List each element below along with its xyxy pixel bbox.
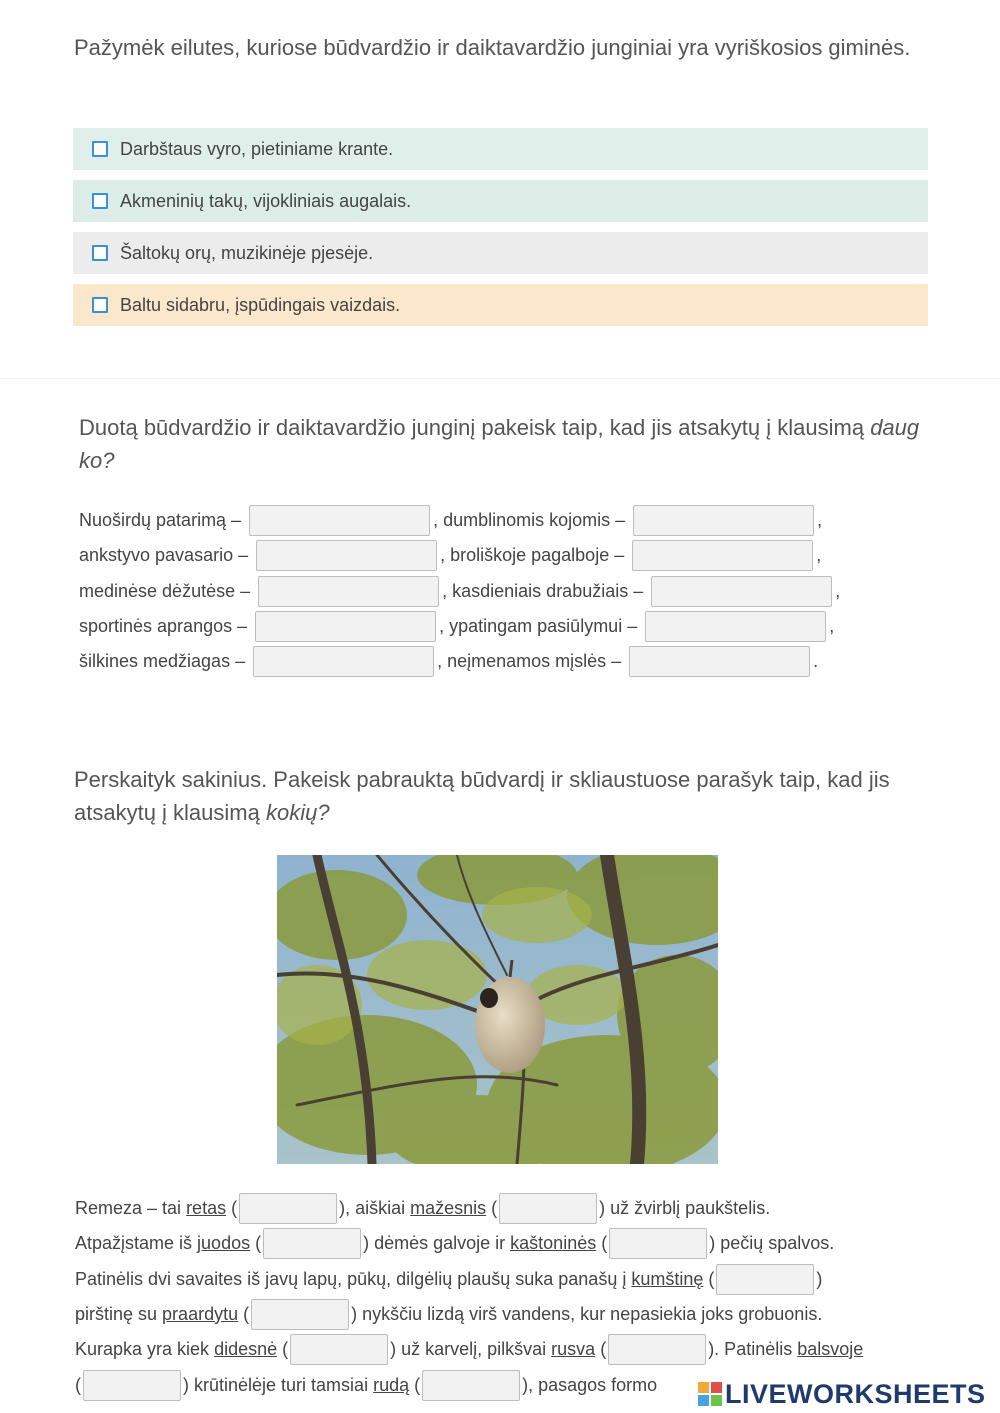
answer-input[interactable]: [256, 540, 437, 571]
option-row[interactable]: [73, 128, 928, 170]
phrase-mid: , kasdieniais drabužiais –: [442, 580, 644, 601]
answer-input[interactable]: [239, 1193, 337, 1224]
underlined-adjective: kumštinę: [631, 1268, 704, 1289]
row-end: ,: [829, 615, 835, 636]
answer-input[interactable]: [263, 1228, 361, 1259]
text: (: [226, 1197, 238, 1218]
option-row[interactable]: [73, 284, 928, 326]
phrase-left: šilkines medžiagas –: [79, 650, 246, 671]
text: Patinėlis dvi savaites iš javų lapų, pūkų, dilgėlių plaušų suka panašų į: [75, 1268, 632, 1289]
answer-input[interactable]: [83, 1370, 181, 1401]
text: pirštinę su: [75, 1303, 163, 1324]
phrase-left: ankstyvo pavasario –: [79, 544, 249, 565]
text: ): [816, 1268, 823, 1289]
answer-input[interactable]: [716, 1264, 814, 1295]
text: ) krūtinėlėje turi tamsiai: [183, 1374, 374, 1395]
sentence-row: [75, 1262, 822, 1296]
checkbox[interactable]: [92, 141, 108, 157]
option-row[interactable]: [73, 180, 928, 222]
text: ) dėmės galvoje ir: [363, 1232, 511, 1253]
fill-row: [79, 574, 840, 608]
answer-input[interactable]: [422, 1370, 520, 1401]
liveworksheets-logo-icon: [698, 1382, 722, 1406]
answer-input[interactable]: [651, 576, 832, 607]
answer-input[interactable]: [258, 576, 439, 607]
section-divider: [0, 378, 1000, 379]
answer-input[interactable]: [632, 540, 813, 571]
text: (: [703, 1268, 715, 1289]
sentence-row: [75, 1191, 770, 1225]
instruction-3-text: Perskaityk sakinius. Pakeisk pabrauktą būdvardį ir skliaustuose parašyk taip, kad jis atsakytų į klausimą: [74, 767, 890, 825]
sentence-row: [75, 1332, 863, 1366]
row-end: .: [813, 650, 819, 671]
phrase-left: sportinės aprangos –: [79, 615, 248, 636]
instruction-2: [79, 411, 939, 477]
checkbox[interactable]: [92, 193, 108, 209]
answer-input[interactable]: [290, 1334, 388, 1365]
underlined-adjective: balsvoje: [797, 1338, 864, 1359]
checkbox[interactable]: [92, 245, 108, 261]
option-label: Akmeninių takų, vijokliniais augalais.: [120, 190, 412, 211]
answer-input[interactable]: [499, 1193, 597, 1224]
section-1: [0, 0, 1000, 378]
text: ) pečių spalvos.: [709, 1232, 835, 1253]
underlined-adjective: retas: [186, 1197, 227, 1218]
answer-input[interactable]: [629, 646, 810, 677]
option-label: Baltu sidabru, įspūdingais vaizdais.: [120, 294, 401, 315]
text: ) nykščiu lizdą virš vandens, kur nepasiekia joks grobuonis.: [351, 1303, 823, 1324]
sentence-row: [75, 1297, 822, 1331]
text: Remeza – tai: [75, 1197, 187, 1218]
instruction-2-text: Duotą būdvardžio ir daiktavardžio junginį pakeisk taip, kad jis atsakytų į klausimą: [79, 415, 865, 440]
text: Atpažįstame iš: [75, 1232, 198, 1253]
row-end: ,: [816, 544, 822, 565]
logo-text: LIVEWORKSHEETS: [725, 1378, 986, 1409]
answer-input[interactable]: [253, 646, 434, 677]
answer-input[interactable]: [633, 505, 814, 536]
underlined-adjective: juodos: [197, 1232, 251, 1253]
phrase-left: medinėse dėžutėse –: [79, 580, 251, 601]
instruction-1: Pažymėk eilutes, kuriose būdvardžio ir daiktavardžio junginiai yra vyriškosios giminės.: [74, 35, 911, 60]
text: ) už žvirblį paukštelis.: [599, 1197, 771, 1218]
underlined-adjective: rusva: [551, 1338, 596, 1359]
text: ) už karvelį, pilkšvai: [390, 1338, 552, 1359]
checkbox[interactable]: [92, 297, 108, 313]
text: Kurapka yra kiek: [75, 1338, 215, 1359]
text: (: [596, 1232, 608, 1253]
row-end: ,: [835, 580, 841, 601]
nest-in-tree-image: [277, 855, 718, 1164]
answer-input[interactable]: [255, 611, 436, 642]
text: ), aiškiai: [339, 1197, 411, 1218]
fill-row: [79, 538, 821, 572]
liveworksheets-logo: [698, 1378, 986, 1410]
fill-row: [79, 644, 818, 678]
underlined-adjective: praardytu: [162, 1303, 239, 1324]
fill-row: [79, 503, 822, 537]
phrase-mid: , neįmenamos mįslės –: [437, 650, 622, 671]
text: (: [250, 1232, 262, 1253]
phrase-mid: , ypatingam pasiūlymui –: [439, 615, 638, 636]
underlined-adjective: mažesnis: [410, 1197, 487, 1218]
text: (: [238, 1303, 250, 1324]
text: ), pasagos formo: [522, 1374, 658, 1395]
instruction-3-question: kokių?: [265, 800, 330, 825]
row-end: ,: [817, 509, 823, 530]
answer-input[interactable]: [645, 611, 826, 642]
sentence-row: [75, 1368, 657, 1402]
text: (: [486, 1197, 498, 1218]
text: (: [75, 1374, 81, 1395]
answer-input[interactable]: [609, 1228, 707, 1259]
text: (: [595, 1338, 607, 1359]
option-row[interactable]: [73, 232, 928, 274]
option-label: Darbštaus vyro, pietiniame krante.: [120, 138, 394, 159]
instruction-3: [74, 763, 934, 829]
sentence-row: [75, 1226, 834, 1260]
phrase-mid: , broliškoje pagalboje –: [440, 544, 625, 565]
underlined-adjective: kaštoninės: [510, 1232, 597, 1253]
instruction-2-question: daug ko?: [79, 415, 920, 473]
underlined-adjective: rudą: [373, 1374, 410, 1395]
phrase-mid: , dumblinomis kojomis –: [433, 509, 626, 530]
text: (: [277, 1338, 289, 1359]
answer-input[interactable]: [249, 505, 430, 536]
answer-input[interactable]: [608, 1334, 706, 1365]
answer-input[interactable]: [251, 1299, 349, 1330]
text: (: [409, 1374, 421, 1395]
option-label: Šaltokų orų, muzikinėje pjesėje.: [120, 242, 374, 263]
fill-row: [79, 609, 834, 643]
underlined-adjective: didesnė: [214, 1338, 278, 1359]
phrase-left: Nuoširdų patarimą –: [79, 509, 242, 530]
bird-nest-photo: [277, 855, 718, 1164]
text: ). Patinėlis: [708, 1338, 798, 1359]
